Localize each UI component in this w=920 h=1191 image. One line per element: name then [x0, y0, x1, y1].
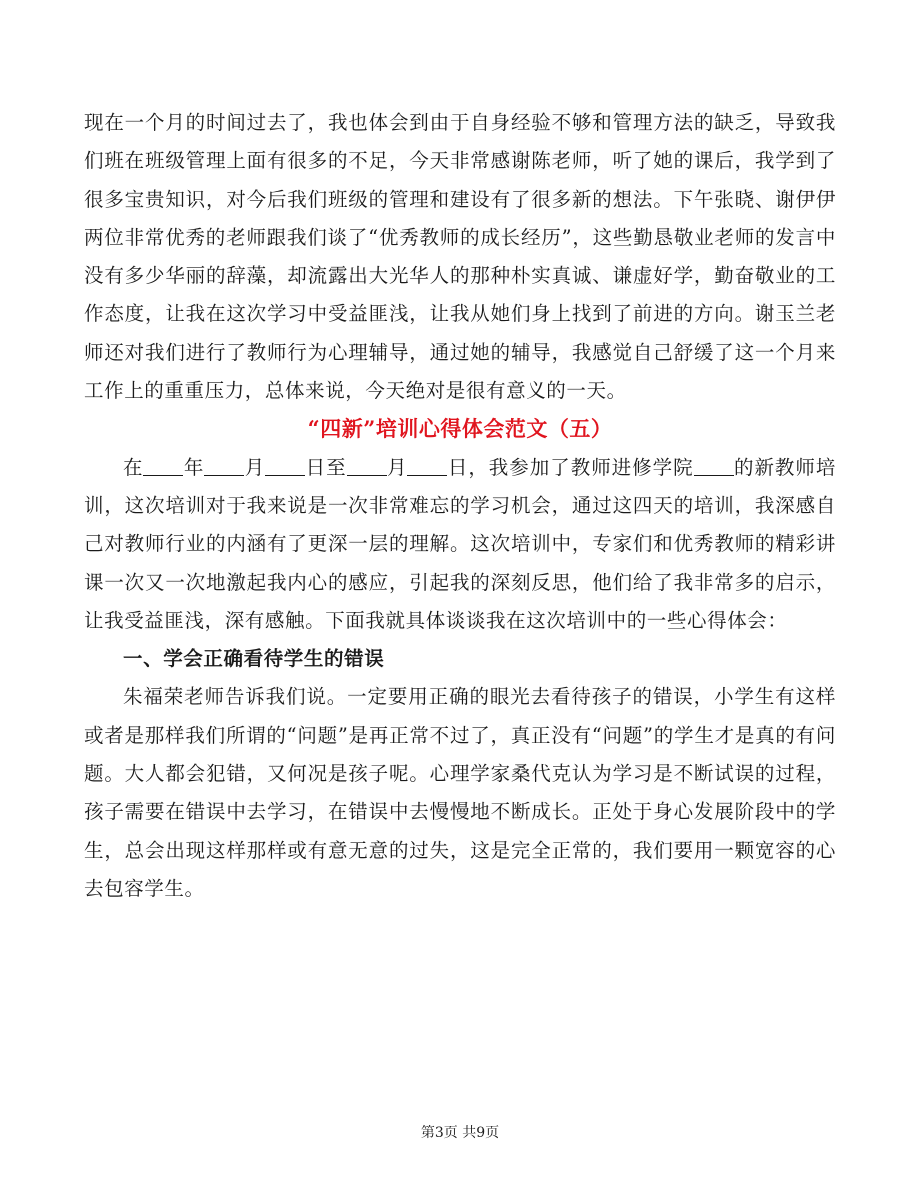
intro-text-7: 的新教师培训，这次培训对于我来说是一次非常难忘的学习机会，通过这四天的培训，我深感自己对教师行业的内涵有了更深一层的理解。这次培训中，专家们和优秀教师的精彩讲课一次又一次地激起我内心的感应，引起我的深刻反思，他们给了我非常多的启示，让我受益匪浅，深有感触。下面我就具体谈谈我在这次培训中的一些心得体会： [84, 455, 836, 632]
blank-month-end [347, 455, 387, 476]
intro-text-3: 月 [244, 455, 266, 479]
blank-month [204, 455, 244, 476]
blank-institute [694, 455, 734, 476]
intro-text-6: 日，我参加了教师进修学院 [447, 455, 694, 479]
blank-day [265, 455, 305, 476]
document-body [84, 104, 836, 908]
article-title: “四新”培训心得体会范文（五） [307, 416, 613, 442]
intro-text-1: 在 [123, 455, 144, 479]
continuation-paragraph: 现在一个月的时间过去了，我也体会到由于自身经验不够和管理方法的缺乏，导致我们班在班级管理上面有很多的不足，今天非常感谢陈老师，听了她的课后，我学到了很多宝贵知识，对今后我们班级的管理和建设有了很多新的想法。下午张晓、谢伊伊两位非常优秀的老师跟我们谈了“优秀教师的成长经历”，这些勤恳敬业老师的发言中没有多少华丽的辞藻，却流露出大光华人的那种朴实真诚、谦虚好学，勤奋敬业的工作态度，让我在这次学习中受益匪浅，让我从她们身上找到了前进的方向。谢玉兰老师还对我们进行了教师行为心理辅导，通过她的辅导，我感觉自己舒缓了这一个月来工作上的重重压力，总体来说，今天绝对是很有意义的一天。 [84, 111, 836, 403]
intro-paragraph [84, 449, 836, 640]
section-paragraph-1: 朱福荣老师告诉我们说。一定要用正确的眼光去看待孩子的错误，小学生有这样或者是那样我们所谓的“问题”是再正常不过了，真正没有“问题”的学生才是真的有问题。大人都会犯错，又何况是孩子呢。心理学家桑代克认为学习是不断试误的过程，孩子需要在错误中去学习，在错误中去慢慢地不断成长。正处于身心发展阶段中的学生，总会出现这样那样或有意无意的过失，这是完全正常的，我们要用一颗宽容的心去包容学生。 [84, 685, 836, 900]
blank-year [143, 455, 183, 476]
page-number-footer: 第3页 共9页 [420, 1125, 500, 1141]
intro-text-5: 月 [386, 455, 408, 479]
intro-text-4: 日至 [305, 455, 347, 479]
intro-text-2: 年 [183, 455, 205, 479]
section-heading-1: 一、学会正确看待学生的错误 [123, 647, 385, 671]
blank-day-end [407, 455, 447, 476]
